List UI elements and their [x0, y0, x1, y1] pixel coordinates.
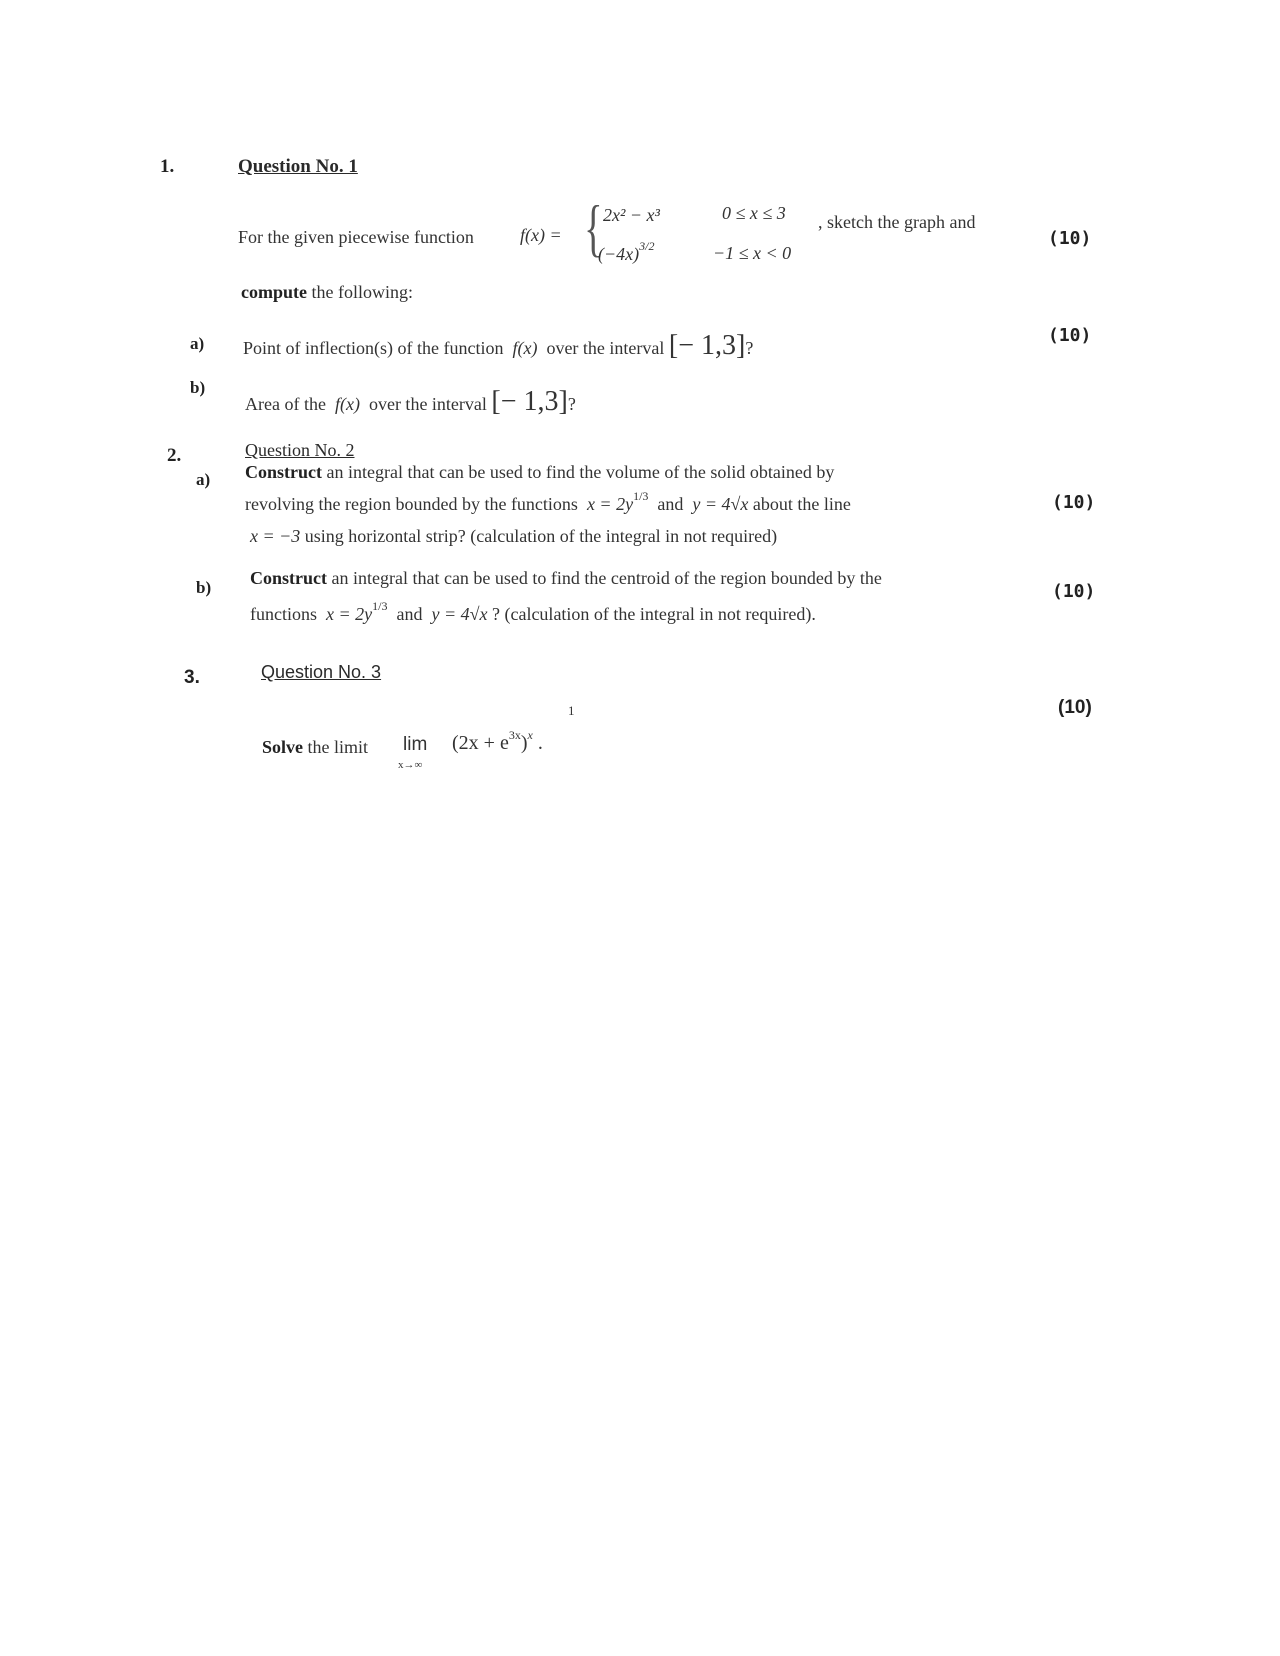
q2a-marks: (10)	[1052, 492, 1096, 513]
q2a-line3	[250, 526, 777, 547]
q1b-line	[245, 386, 576, 418]
q3-number: 3.	[184, 667, 200, 688]
q1a-marks: (10)	[1048, 325, 1092, 346]
q3-solve-rest: the limit	[307, 737, 369, 757]
q2a-eq2: y = 4√x	[692, 494, 749, 514]
q1a-end: ?	[745, 338, 754, 358]
q2b-line2a: functions	[250, 604, 317, 624]
q3-expr-exp: 3x	[508, 728, 521, 742]
q1-compute-rest: the following:	[311, 282, 413, 302]
q1-number: 1.	[160, 156, 175, 177]
q1b-interval: [− 1,3]	[491, 386, 568, 417]
q1-compute-bold: compute	[241, 282, 307, 302]
q2a-line2b: about the line	[752, 494, 851, 514]
q1-case2	[598, 239, 655, 265]
q2a-line2a: revolving the region bounded by the functions	[245, 494, 578, 514]
q1-case2-exp: 3/2	[639, 239, 655, 253]
q2b-bold: Construct	[250, 568, 327, 588]
q2a-bold: Construct	[245, 462, 322, 482]
q3-solve-line	[262, 737, 368, 758]
q2b-eq1-exp: 1/3	[372, 599, 388, 613]
q1-case2-expr: (−4x)	[598, 244, 640, 264]
q2b-line2b: ? (calculation of the integral in not required).	[491, 604, 816, 624]
q2-number: 2.	[167, 445, 182, 466]
q1a-text2: over the interval	[546, 338, 665, 358]
q1b-label: b)	[190, 378, 206, 397]
q1a-text: Point of inflection(s) of the function	[243, 338, 504, 358]
q1b-text2: over the interval	[368, 394, 487, 414]
q2a-eq1-exp: 1/3	[633, 489, 649, 503]
q1a-interval: [− 1,3]	[668, 330, 746, 361]
q2b-eq1: x = 2y	[326, 604, 373, 624]
q1a-line	[243, 330, 753, 362]
q2b-marks: (10)	[1052, 581, 1096, 602]
q3-end: .	[537, 732, 543, 754]
q3-outer-exp-den: x	[527, 728, 533, 742]
q1-case1-expr: 2x² − x³	[603, 205, 660, 225]
q1-marks: (10)	[1048, 228, 1092, 249]
q1-case1-cond: 0 ≤ x ≤ 3	[722, 203, 786, 223]
q2a-line3b: using horizontal strip? (calculation of the integral in not required)	[304, 526, 778, 546]
q1-title: Question No. 1	[238, 156, 358, 177]
q1a-label: a)	[190, 334, 205, 353]
q1-fx: f(x) =	[520, 225, 562, 245]
q2b-line1	[250, 568, 882, 589]
q2a-line3a: x = −3	[250, 526, 301, 546]
q3-expr-close: )	[520, 732, 528, 754]
q2a-eq1: x = 2y	[586, 494, 634, 514]
q3-lim: lim	[403, 734, 428, 755]
piecewise-brace: {	[584, 192, 603, 263]
q2a-label: a)	[196, 470, 211, 489]
q1-intro-suffix: , sketch the graph and	[818, 212, 976, 232]
q3-solve-bold: Solve	[262, 737, 304, 757]
q2b-eq2: y = 4√x	[431, 604, 488, 624]
q1a-fx: f(x)	[512, 338, 538, 358]
q2b-line2	[250, 599, 816, 625]
q2b-label: b)	[196, 578, 212, 597]
q2a-and: and	[657, 494, 684, 514]
q2-title: Question No. 2	[245, 440, 355, 460]
q2b-line1-text: an integral that can be used to find the centroid of the region bounded by the	[331, 568, 882, 588]
q3-title: Question No. 3	[261, 662, 382, 682]
q3-outer-exp-num: 1	[568, 703, 575, 718]
q1-intro-prefix: For the given piecewise function	[238, 227, 474, 247]
q3-expr	[452, 728, 543, 755]
q3-marks: (10)	[1058, 697, 1092, 718]
q2a-line2	[245, 489, 851, 515]
q1b-fx: f(x)	[334, 394, 360, 414]
q1-case2-cond: −1 ≤ x < 0	[713, 243, 792, 263]
q2a-line1-text: an integral that can be used to find the volume of the solid obtained by	[326, 462, 835, 482]
q1-compute-line	[241, 282, 413, 303]
q2b-and: and	[396, 604, 423, 624]
q3-expr-base: (2x + e	[452, 732, 509, 754]
q3-lim-sub: x→∞	[398, 759, 423, 771]
q1b-text: Area of the	[245, 394, 326, 414]
q2a-line1	[245, 462, 834, 483]
q1b-end: ?	[567, 394, 576, 414]
